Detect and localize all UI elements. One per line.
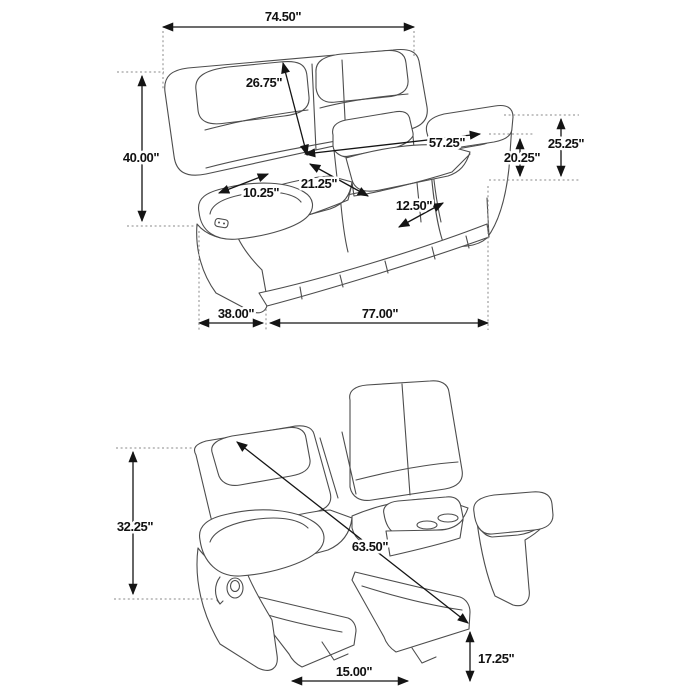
label-back-cushion-height: 25.25" xyxy=(547,136,585,151)
label-arm-width: 10.25" xyxy=(242,185,280,200)
label-seat-depth: 21.25" xyxy=(300,176,338,191)
sofa-reclined-drawing xyxy=(194,381,553,670)
power-button-icon xyxy=(214,218,228,228)
reclined-left-arm-cushion xyxy=(200,510,324,576)
sofa-upright-drawing xyxy=(165,49,513,312)
footrest-right xyxy=(352,572,470,652)
dimension-footrest-height xyxy=(470,632,515,681)
dimension-footrest-depth xyxy=(292,664,408,681)
label-console-width: 12.50" xyxy=(395,198,433,213)
label-footrest-height: 17.25" xyxy=(478,651,515,666)
reclined-cupholder-right xyxy=(438,514,458,522)
sofa-reclined-view xyxy=(114,381,553,681)
label-overall-height: 40.00" xyxy=(122,150,160,165)
sofa-upright-view xyxy=(117,9,584,330)
headrest-pillow-left xyxy=(196,62,309,124)
sofa-base xyxy=(259,224,489,306)
label-base-depth: 38.00" xyxy=(217,306,255,321)
headrest-pillow-right xyxy=(316,51,408,103)
label-arm-height: 20.25" xyxy=(503,150,541,165)
label-reclined-height: 32.25" xyxy=(116,519,154,534)
label-reclined-length: 63.50" xyxy=(351,539,389,554)
label-base-width: 77.00" xyxy=(361,306,399,321)
label-seat-width: 57.25" xyxy=(428,135,466,150)
label-footrest-depth: 15.00" xyxy=(335,664,373,679)
reclined-right-arm-cushion xyxy=(474,492,553,534)
label-overall-width: 74.50" xyxy=(264,9,302,24)
reclined-cupholder-left xyxy=(417,521,437,529)
label-back-height: 26.75" xyxy=(245,75,283,90)
